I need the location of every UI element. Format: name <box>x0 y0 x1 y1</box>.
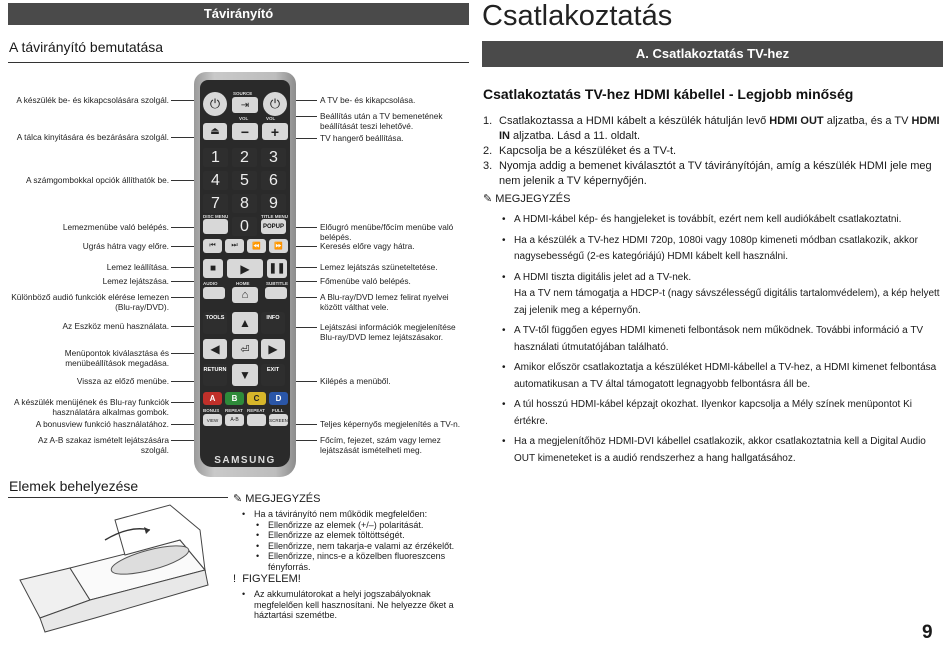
step-1: 1. Csatlakoztassa a HDMI kábelt a készülék hátulján levő HDMI OUT aljzatba, és a TV HDMI IN aljzatba. Lásd a 11. oldalt. <box>483 115 940 142</box>
bonusview-button[interactable]: VIEW <box>203 414 222 426</box>
tv-vol-label: VOL <box>266 116 276 121</box>
callout-line <box>293 267 317 268</box>
tools-button[interactable]: TOOLS <box>203 312 227 334</box>
button-a-red[interactable]: A <box>203 392 222 405</box>
list-item: • Az akkumulátorokat a helyi jogszabályoknak megfelelően kell hasznosítani. Ne helyezze őket a háztartási szemétbe. <box>240 589 472 621</box>
pencil-icon: ✎ <box>483 193 493 205</box>
power-icon: ⏻ <box>209 96 221 111</box>
play-button[interactable]: ▶ <box>227 259 263 278</box>
down-arrow-button[interactable] <box>232 364 258 386</box>
repeat-label-2: REPEAT <box>247 408 265 413</box>
section-header-remote: Távirányító <box>8 3 469 25</box>
callout-line <box>293 424 317 425</box>
callout-tv-volume: TV hangerő beállítása. <box>320 133 404 143</box>
info-button[interactable]: INFO <box>261 312 285 334</box>
battery-title: Elemek behelyezése <box>9 478 139 494</box>
hdmi-subheading: Csatlakoztatás TV-hez HDMI kábellel - Legjobb minőség <box>483 86 854 102</box>
callout-popup: Előugró menübe/főcím menübe való belépés. <box>320 222 454 242</box>
warning-icon: ! <box>233 573 237 585</box>
skip-forward-button[interactable]: ⏭ <box>225 239 244 253</box>
number-button-8[interactable]: 8 <box>232 194 257 213</box>
callout-line <box>293 381 317 382</box>
list-item: • A túl hosszú HDMI-kábel képzajt okozhat. Ilyenkor kapcsolja a Mély színek menüpontot Ki értékre. <box>500 397 945 430</box>
tv-power-button[interactable] <box>263 92 287 116</box>
up-arrow-icon: ▲ <box>239 316 251 330</box>
home-label: HOME <box>236 281 250 286</box>
list-item: • Ha a megjelenítőhöz HDMI-DVI kábellel csatlakozik, akkor csatlakoztatnia kell a Digital Audio OUT kimeneteket is a audió rendszerhez a hang hallgatásához. <box>500 434 945 467</box>
divider <box>8 497 228 498</box>
number-button-1[interactable]: 1 <box>203 148 228 167</box>
samsung-logo: SAMSUNG <box>214 455 276 466</box>
battery-insertion-illustration <box>10 500 220 640</box>
callout-power: A készülék be- és kikapcsolására szolgál. <box>16 95 169 105</box>
subtitle-button[interactable] <box>265 287 287 299</box>
rewind-button[interactable]: ⏪ <box>247 239 266 253</box>
list-item: • A HDMI tiszta digitális jelet ad a TV-nek. Ha a TV nem támogatja a HDCP-t (nagy sávszélességű digitális tartalomvédelem), a kép helyett zaj jelenik meg a képernyőn. <box>500 270 945 320</box>
right-arrow-button[interactable] <box>261 339 285 359</box>
callout-skip: Ugrás hátra vagy előre. <box>82 241 169 251</box>
full-screen-button[interactable]: SCREEN <box>269 414 288 426</box>
callout-full-screen: Teljes képernyős megjelenítés a TV-n. <box>320 419 461 429</box>
number-button-5[interactable]: 5 <box>232 171 257 190</box>
remote-control <box>194 72 296 477</box>
home-button[interactable] <box>232 287 258 303</box>
skip-back-button[interactable]: ⏮ <box>203 239 222 253</box>
number-button-3[interactable]: 3 <box>261 148 286 167</box>
title-menu-label: TITLE MENU <box>261 214 288 219</box>
list-item: • A HDMI-kábel kép- és hangjeleket is továbbít, ezért nem kell audiókábelt csatlakoztatni. <box>500 212 945 229</box>
remote-intro-title: A távirányító bemutatása <box>9 39 164 55</box>
source-label: SOURCE <box>233 91 253 96</box>
pause-button[interactable]: ❚❚ <box>267 259 287 278</box>
list-item: • Ellenőrizze az elemek töltöttségét. <box>254 530 475 541</box>
callout-bonusview: A bonusview funkció használatához. <box>35 419 169 429</box>
callout-repeat-ab: Az A-B szakaz ismételt lejátszására szolgál. <box>38 435 169 455</box>
repeat-ab-button[interactable]: A-B <box>225 414 244 426</box>
steps-list <box>483 114 943 189</box>
callout-line <box>293 227 317 228</box>
eject-icon: ⏏ <box>210 126 220 137</box>
note-heading: ✎ MEGJEGYZÉS <box>233 493 321 505</box>
home-icon: ⌂ <box>241 289 249 301</box>
exit-button[interactable]: EXIT <box>261 364 285 386</box>
warning-body <box>240 589 472 621</box>
callout-line <box>293 246 317 247</box>
warning-heading: ! FIGYELEM! <box>233 573 301 585</box>
tv-volume-up-button[interactable]: + <box>262 123 288 140</box>
callout-line <box>293 327 317 328</box>
power-icon: ⏻ <box>269 96 281 111</box>
number-button-9[interactable]: 9 <box>261 194 286 213</box>
return-button[interactable]: RETURN <box>203 364 227 386</box>
audio-button[interactable] <box>203 287 225 299</box>
button-b-green[interactable]: B <box>225 392 244 405</box>
callout-line <box>293 116 317 117</box>
callout-navigation: Menüpontok kiválasztása és menübeállítások megadása. <box>64 348 169 368</box>
eject-button[interactable] <box>203 123 227 140</box>
callout-numbers: A számgombokkal opciók állíthatók be. <box>26 175 169 185</box>
divider <box>8 62 469 63</box>
vol-label: VOL <box>239 116 249 121</box>
callout-stop: Lemez leállítása. <box>106 262 169 272</box>
callout-line <box>293 281 317 282</box>
callout-home: Főmenübe való belépés. <box>320 276 411 286</box>
callout-disc-menu: Lemezmenübe való belépés. <box>62 222 169 232</box>
power-button[interactable] <box>203 92 227 116</box>
button-c-yellow[interactable]: C <box>247 392 266 405</box>
down-arrow-icon: ▼ <box>239 368 251 382</box>
stop-button[interactable]: ■ <box>203 259 223 278</box>
right-arrow-icon: ▶ <box>268 342 278 356</box>
subtitle-label: SUBTITLE <box>266 281 288 286</box>
callout-line <box>293 138 317 139</box>
disc-menu-label: DISC MENU <box>203 214 229 219</box>
button-d-blue[interactable]: D <box>269 392 288 405</box>
page-number: 9 <box>922 622 933 643</box>
enter-icon: ⏎ <box>240 343 250 356</box>
left-arrow-icon: ◀ <box>210 342 220 356</box>
list-item: • Ha a készülék a TV-hez HDMI 720p, 1080i vagy 1080p kimeneti módban csatlakozik, akkor nagysebességű (2-es kategóriájú) HDMI kábelt kell használni. <box>500 233 945 266</box>
callout-color-buttons: A készülék menüjének és Blu-ray funkciók használatára alkalmas gombok. <box>14 397 169 417</box>
pencil-icon: ✎ <box>233 493 243 505</box>
callout-return: Vissza az előző menübe. <box>76 376 169 386</box>
full-label: FULL <box>272 408 284 413</box>
page-title: Csatlakoztatás <box>482 0 673 32</box>
hdmi-notes <box>500 212 945 467</box>
tv-volume-down-button[interactable]: − <box>232 123 258 140</box>
disc-menu-button[interactable] <box>203 219 228 234</box>
callout-audio: Különböző audió funkciók elérése lemezen (Blu-ray/DVD). <box>11 292 169 312</box>
list-item: • Ellenőrizze az elemek (+/–) polaritását. <box>254 520 475 531</box>
callout-exit: Kilépés a menüből. <box>320 376 391 386</box>
callout-line <box>293 440 317 441</box>
callout-tools: Az Eszköz menü használata. <box>62 321 169 331</box>
list-item: • Amikor először csatlakoztatja a készüléket HDMI-kábellel a TV-hez, a HDMI kimenet felbontása automatikusan a TV által támogatott legnagyobb felbontásra áll be. <box>500 360 945 393</box>
note-body <box>240 509 475 572</box>
step-2: 2. Kapcsolja be a készüléket és a TV-t. <box>483 145 677 157</box>
bonus-label: BONUS <box>203 408 220 413</box>
step-3: 3. Nyomja addig a bemenet kiválasztót a TV távirányítóján, amíg a készülék HDMI jele meg nem jelenik a TV képernyőjén. <box>483 160 932 187</box>
number-button-4[interactable]: 4 <box>203 171 228 190</box>
hdmi-note-heading: ✎ MEGJEGYZÉS <box>483 193 571 205</box>
source-button[interactable] <box>232 97 258 113</box>
input-icon: ⇥ <box>240 99 250 111</box>
list-item: • Ellenőrizze, nincs-e a közelben fluoreszcens fényforrás. <box>254 551 475 572</box>
callout-info: Lejátszási információk megjelenítése Blu-ray/DVD lemez lejátszásakor. <box>320 322 456 342</box>
audio-label: AUDIO <box>203 281 218 286</box>
list-item: • Ellenőrizze, nem takarja-e valami az érzékelőt. <box>254 541 475 552</box>
fast-forward-button[interactable]: ⏩ <box>269 239 288 253</box>
list-item: • Ha a távirányító nem működik megfelelően: <box>240 509 475 520</box>
left-arrow-button[interactable] <box>203 339 227 359</box>
callout-tv-power: A TV be- és kikapcsolása. <box>320 95 416 105</box>
number-button-6[interactable]: 6 <box>261 171 286 190</box>
callout-line <box>293 297 317 298</box>
list-item: • A TV-től függően egyes HDMI kimeneti felbontások nem működnek. További információ a TV használati útmutatójában található. <box>500 323 945 356</box>
number-button-2[interactable]: 2 <box>232 148 257 167</box>
repeat-button[interactable] <box>247 414 266 426</box>
callout-repeat: Főcím, fejezet, szám vagy lemez lejátszását ismételheti meg. <box>320 435 441 455</box>
repeat-label: REPEAT <box>225 408 243 413</box>
callout-tray: A tálca kinyitására és bezárására szolgál. <box>16 132 169 142</box>
callout-tv-source: Beállítás után a TV bemenetének beállítását teszi lehetővé. <box>320 111 443 131</box>
callout-pause: Lemez lejátszás szüneteltetése. <box>320 262 438 272</box>
callout-line <box>293 100 317 101</box>
popup-button[interactable]: POPUP <box>261 219 286 234</box>
number-button-0[interactable]: 0 <box>232 217 257 236</box>
number-button-7[interactable]: 7 <box>203 194 228 213</box>
section-header-tv: A. Csatlakoztatás TV-hez <box>482 41 943 67</box>
callout-subtitle: A Blu-ray/DVD lemez felirat nyelvei között válthat vele. <box>320 292 449 312</box>
enter-button[interactable] <box>232 339 258 359</box>
callout-play: Lemez lejátszása. <box>102 276 169 286</box>
callout-search: Keresés előre vagy hátra. <box>320 241 415 251</box>
up-arrow-button[interactable] <box>232 312 258 334</box>
